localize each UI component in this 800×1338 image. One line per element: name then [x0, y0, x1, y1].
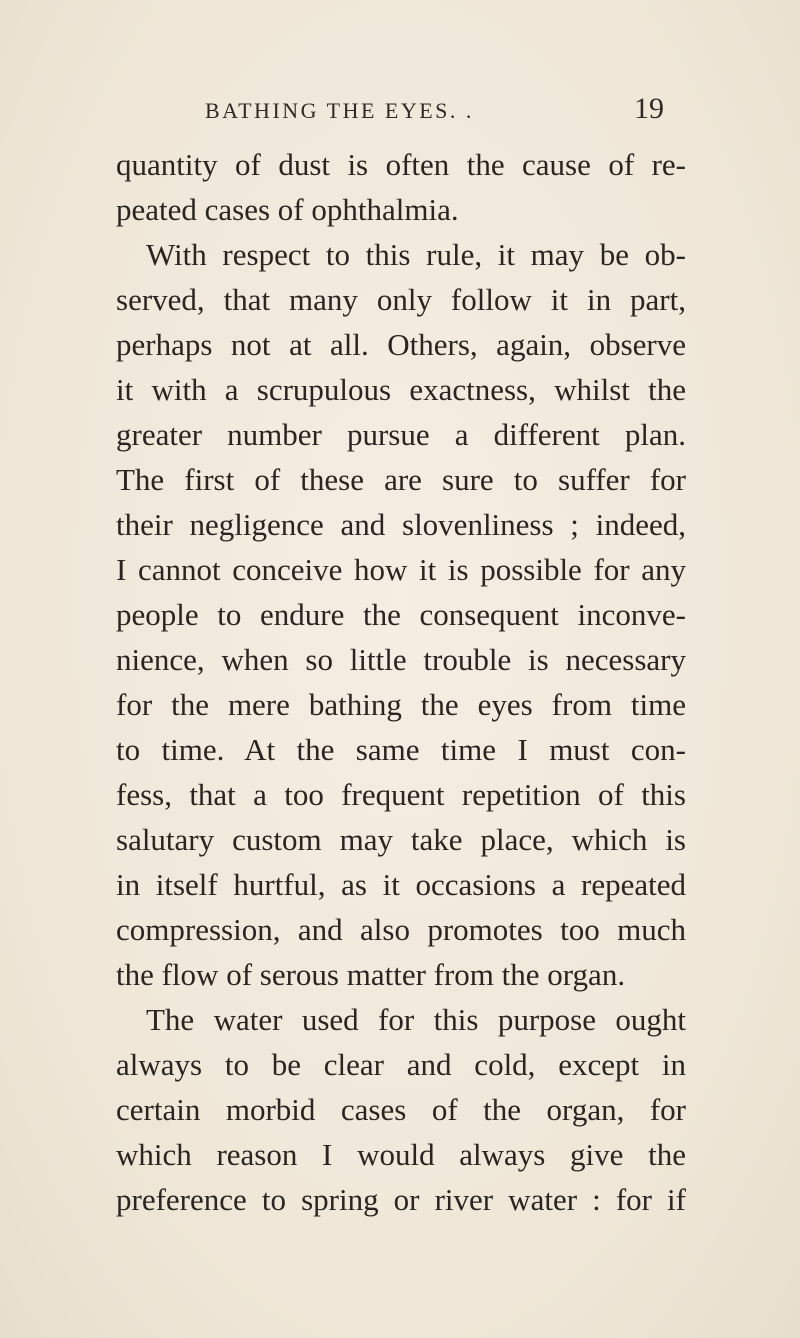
text-line: people to endure the consequent inconve-	[116, 597, 686, 632]
running-head	[0, 92, 800, 132]
text-line: salutary custom may take place, which is	[116, 822, 686, 857]
text-line: for the mere bathing the eyes from time	[116, 687, 686, 722]
text-line: The first of these are sure to suffer for	[116, 462, 686, 497]
text-line: preference to spring or river water : for if	[116, 1182, 686, 1217]
text-line: compression, and also promotes too much	[116, 912, 686, 947]
text-line: With respect to this rule, it may be ob-	[146, 237, 686, 272]
text-line: their negligence and slovenliness ; indeed,	[116, 507, 686, 542]
text-line: always to be clear and cold, except in	[116, 1047, 686, 1082]
text-line: to time. At the same time I must con-	[116, 732, 686, 767]
body-text	[116, 142, 686, 1222]
page-number: 19	[634, 92, 664, 125]
text-line: quantity of dust is often the cause of re-	[116, 147, 686, 182]
text-line: certain morbid cases of the organ, for	[116, 1092, 686, 1127]
text-line: perhaps not at all. Others, again, observe	[116, 327, 686, 362]
text-line: The water used for this purpose ought	[146, 1002, 686, 1037]
text-line: fess, that a too frequent repetition of this	[116, 777, 686, 812]
text-line: it with a scrupulous exactness, whilst the	[116, 372, 686, 407]
text-line: served, that many only follow it in part,	[116, 282, 686, 317]
text-line: greater number pursue a different plan.	[116, 417, 686, 452]
text-line: which reason I would always give the	[116, 1137, 686, 1172]
running-title: BATHING THE EYES. .	[205, 98, 474, 123]
text-line: nience, when so little trouble is necessary	[116, 642, 686, 677]
text-line: in itself hurtful, as it occasions a repeated	[116, 867, 686, 902]
text-line: I cannot conceive how it is possible for any	[116, 552, 686, 587]
text-line: the flow of serous matter from the organ.	[116, 957, 626, 992]
text-line: peated cases of ophthalmia.	[116, 192, 459, 227]
